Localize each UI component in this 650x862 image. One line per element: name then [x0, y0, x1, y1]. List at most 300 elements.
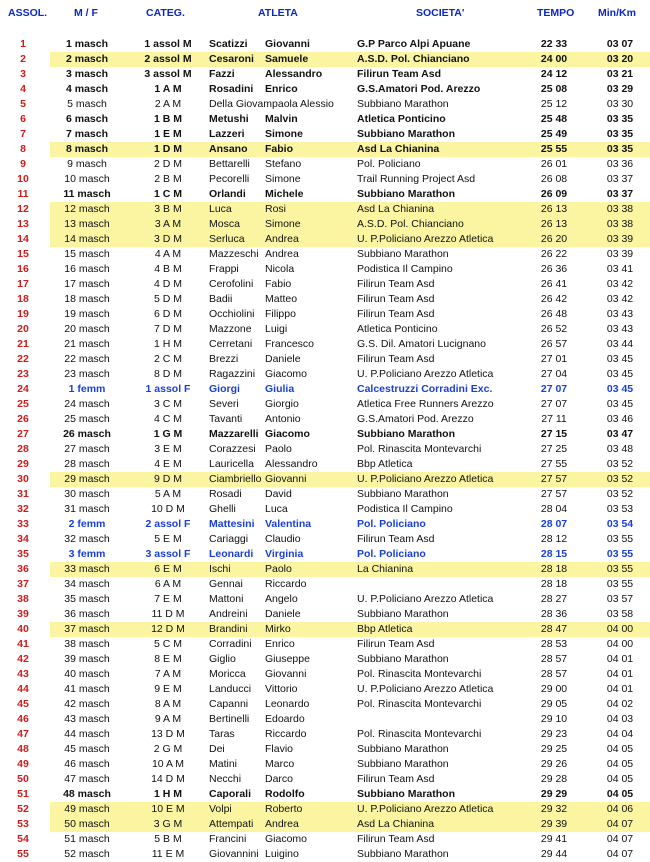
header-category: CATEG. [146, 7, 185, 19]
pace-per-km: 03 55 [606, 578, 634, 590]
pace-per-km: 04 05 [606, 758, 634, 770]
overall-position: 32 [17, 503, 29, 515]
athlete-last-name: Taras [209, 728, 235, 740]
gender-rank: 52 masch [64, 848, 110, 860]
pace-per-km: 03 35 [606, 128, 634, 140]
overall-position: 33 [17, 518, 29, 530]
overall-position: 1 [20, 38, 26, 50]
club-name: La Chianina [357, 563, 414, 575]
gender-rank: 24 masch [64, 398, 110, 410]
athlete-last-name: Ciambriello [209, 473, 262, 485]
gender-rank: 21 masch [64, 338, 110, 350]
club-name: Bbp Atletica [357, 623, 413, 635]
gender-rank: 39 masch [64, 653, 110, 665]
table-row [0, 667, 650, 682]
category-rank: 3 A M [154, 218, 182, 230]
club-name: Subbiano Marathon [357, 428, 455, 440]
header-time: TEMPO [537, 7, 575, 19]
category-rank: 10 A M [151, 758, 185, 770]
table-row [0, 277, 650, 292]
table-row [0, 247, 650, 262]
gender-rank: 28 masch [64, 458, 110, 470]
athlete-first-name: Luigi [265, 323, 288, 335]
pace-per-km: 03 30 [606, 98, 634, 110]
overall-position: 35 [17, 548, 29, 560]
gender-rank: 16 masch [64, 263, 110, 275]
gender-rank: 5 masch [67, 98, 107, 110]
overall-position: 17 [17, 278, 29, 290]
athlete-last-name: Scatizzi [209, 38, 248, 50]
pace-per-km: 03 52 [606, 458, 634, 470]
table-row [0, 832, 650, 847]
club-name: Asd La Chianina [357, 818, 435, 830]
overall-position: 4 [20, 83, 26, 95]
finish-time: 29 10 [540, 713, 568, 725]
athlete-first-name: Giacomo [265, 428, 310, 440]
gender-rank: 13 masch [64, 218, 110, 230]
gender-rank: 25 masch [64, 413, 110, 425]
athlete-first-name: Luca [265, 503, 288, 515]
gender-rank: 6 masch [65, 113, 109, 125]
athlete-last-name: Ragazzini [209, 368, 256, 380]
athlete-last-name: Matini [209, 758, 238, 770]
finish-time: 28 36 [540, 608, 568, 620]
club-name: Asd La Chianina [357, 203, 435, 215]
gender-rank: 26 masch [63, 428, 111, 440]
category-rank: 6 D M [153, 308, 182, 320]
pace-per-km: 03 43 [606, 323, 634, 335]
gender-rank: 33 masch [64, 563, 110, 575]
category-rank: 1 C M [153, 188, 182, 200]
gender-rank: 29 masch [64, 473, 110, 485]
athlete-last-name: Mazzeschi [209, 248, 259, 260]
finish-time: 25 08 [540, 83, 568, 95]
pace-per-km: 03 52 [606, 473, 634, 485]
gender-rank: 45 masch [64, 743, 110, 755]
gender-rank: 17 masch [64, 278, 110, 290]
pace-per-km: 03 35 [606, 113, 634, 125]
category-rank: 4 D M [153, 278, 182, 290]
finish-time: 28 57 [540, 653, 568, 665]
club-name: U. P.Policiano Arezzo Atletica [357, 683, 494, 695]
category-rank: 2 assol M [144, 53, 192, 65]
club-name: Podistica Il Campino [357, 503, 453, 515]
gender-rank: 1 femm [68, 383, 106, 395]
athlete-first-name: Malvin [265, 113, 298, 125]
athlete-first-name: Riccardo [265, 578, 307, 590]
category-rank: 6 A M [154, 578, 182, 590]
club-name: Trail Running Project Asd [357, 173, 476, 185]
athlete-last-name: Brandini [209, 623, 248, 635]
pace-per-km: 03 42 [606, 278, 634, 290]
athlete-first-name: Andrea [265, 233, 299, 245]
table-row [0, 157, 650, 172]
club-name: G.S.Amatori Pod. Arezzo [357, 413, 474, 425]
athlete-first-name: Giorgio [265, 398, 299, 410]
athlete-first-name: Enrico [265, 83, 298, 95]
overall-position: 24 [17, 383, 29, 395]
table-row [0, 322, 650, 337]
pace-per-km: 04 07 [606, 818, 634, 830]
athlete-last-name: Badii [209, 293, 233, 305]
pace-per-km: 03 55 [606, 563, 634, 575]
table-row [0, 472, 650, 487]
gender-rank: 37 masch [64, 623, 110, 635]
athlete-first-name: Fabio [265, 278, 292, 290]
header-gender-rank: M / F [74, 7, 98, 19]
club-name: Filirun Team Asd [357, 773, 435, 785]
overall-position: 12 [17, 203, 29, 215]
category-rank: 2 C M [153, 353, 182, 365]
pace-per-km: 03 57 [606, 593, 634, 605]
gender-rank: 34 masch [64, 578, 110, 590]
table-row [0, 562, 650, 577]
table-row [0, 817, 650, 832]
pace-per-km: 04 05 [606, 788, 634, 800]
category-rank: 8 D M [153, 368, 182, 380]
athlete-last-name: Dei [209, 743, 225, 755]
overall-position: 49 [17, 758, 29, 770]
club-name: Subbiano Marathon [357, 848, 449, 860]
category-rank: 7 A M [154, 668, 182, 680]
athlete-last-name: Gennai [209, 578, 243, 590]
finish-time: 27 07 [540, 383, 568, 395]
overall-position: 25 [17, 398, 29, 410]
finish-time: 26 52 [540, 323, 568, 335]
pace-per-km: 03 37 [606, 173, 634, 185]
athlete-first-name: Samuele [265, 53, 309, 65]
athlete-last-name: Mazzone [209, 323, 252, 335]
finish-time: 28 53 [540, 638, 568, 650]
category-rank: 7 E M [154, 593, 182, 605]
table-row [0, 592, 650, 607]
overall-position: 8 [20, 143, 26, 155]
table-row [0, 112, 650, 127]
finish-time: 27 15 [540, 428, 568, 440]
club-name: Filirun Team Asd [357, 353, 435, 365]
category-rank: 1 E M [154, 128, 182, 140]
overall-position: 43 [17, 668, 29, 680]
gender-rank: 10 masch [64, 173, 110, 185]
athlete-last-name: Mosca [209, 218, 240, 230]
category-rank: 2 assol F [145, 518, 191, 530]
category-rank: 3 C M [153, 398, 182, 410]
table-row [0, 517, 650, 532]
athlete-last-name: Corradini [209, 638, 252, 650]
overall-position: 31 [17, 488, 29, 500]
table-row [0, 187, 650, 202]
table-row [0, 127, 650, 142]
finish-time: 28 18 [540, 563, 568, 575]
gender-rank: 36 masch [64, 608, 110, 620]
overall-position: 10 [17, 173, 29, 185]
club-name: Podistica Il Campino [357, 263, 453, 275]
finish-time: 29 25 [540, 743, 568, 755]
athlete-last-name: Luca [209, 203, 232, 215]
pace-per-km: 03 46 [606, 413, 634, 425]
athlete-last-name: Cesaroni [209, 53, 254, 65]
category-rank: 2 A M [154, 98, 182, 110]
athlete-first-name: Rosi [265, 203, 287, 215]
gender-rank: 40 masch [64, 668, 110, 680]
table-row [0, 397, 650, 412]
pace-per-km: 03 54 [606, 518, 634, 530]
club-name: Atletica Free Runners Arezzo [357, 398, 494, 410]
overall-position: 11 [17, 188, 29, 200]
gender-rank: 4 masch [65, 83, 109, 95]
finish-time: 26 22 [540, 248, 568, 260]
gender-rank: 41 masch [64, 683, 110, 695]
gender-rank: 19 masch [64, 308, 110, 320]
club-name: A.S.D. Pol. Chianciano [357, 53, 470, 65]
table-row [0, 67, 650, 82]
overall-position: 26 [17, 413, 29, 425]
overall-position: 14 [17, 233, 29, 245]
finish-time: 28 27 [540, 593, 568, 605]
finish-time: 27 01 [540, 353, 568, 365]
category-rank: 9 D M [153, 473, 182, 485]
club-name: Calcestruzzi Corradini Exc. [357, 383, 493, 395]
overall-position: 15 [17, 248, 29, 260]
athlete-first-name: Giulia [265, 383, 295, 395]
club-name: Subbiano Marathon [357, 128, 455, 140]
athlete-last-name: Cerofolini [209, 278, 254, 290]
table-row [0, 172, 650, 187]
gender-rank: 49 masch [64, 803, 110, 815]
pace-per-km: 04 00 [606, 623, 634, 635]
gender-rank: 27 masch [64, 443, 110, 455]
club-name: U. P.Policiano Arezzo Atletica [357, 368, 494, 380]
gender-rank: 1 masch [65, 38, 109, 50]
overall-position: 47 [17, 728, 29, 740]
athlete-first-name: David [265, 488, 292, 500]
finish-time: 29 00 [540, 683, 568, 695]
pace-per-km: 03 39 [606, 248, 634, 260]
category-rank: 3 assol F [145, 548, 191, 560]
overall-position: 41 [17, 638, 29, 650]
pace-per-km: 04 01 [606, 683, 634, 695]
athlete-last-name: Caporali [209, 788, 252, 800]
gender-rank: 3 femm [68, 548, 106, 560]
athlete-last-name: Moricca [209, 668, 246, 680]
club-name: Filirun Team Asd [357, 533, 435, 545]
athlete-last-name: Severi [209, 398, 239, 410]
athlete-first-name: Edoardo [265, 713, 305, 725]
category-rank: 13 D M [151, 728, 185, 740]
category-rank: 7 D M [153, 323, 182, 335]
club-name: Subbiano Marathon [357, 248, 449, 260]
athlete-last-name: Giovannini [209, 848, 259, 860]
category-rank: 5 E M [154, 533, 182, 545]
table-row [0, 232, 650, 247]
gender-rank: 12 masch [64, 203, 110, 215]
table-row [0, 262, 650, 277]
finish-time: 27 07 [540, 398, 568, 410]
athlete-first-name: Alessandro [265, 68, 323, 80]
category-rank: 4 E M [154, 458, 182, 470]
overall-position: 46 [17, 713, 29, 725]
overall-position: 30 [17, 473, 29, 485]
club-name: Subbiano Marathon [357, 488, 449, 500]
pace-per-km: 04 03 [606, 713, 634, 725]
athlete-first-name: Fabio [265, 143, 293, 155]
athlete-first-name: Enrico [265, 638, 295, 650]
finish-time: 28 07 [540, 518, 568, 530]
gender-rank: 50 masch [64, 818, 110, 830]
athlete-first-name: Andrea [265, 818, 299, 830]
club-name: Bbp Atletica [357, 458, 413, 470]
table-row [0, 292, 650, 307]
category-rank: 12 D M [151, 623, 185, 635]
table-row [0, 697, 650, 712]
pace-per-km: 03 44 [606, 338, 634, 350]
gender-rank: 35 masch [64, 593, 110, 605]
finish-time: 26 01 [540, 158, 568, 170]
finish-time: 22 33 [540, 38, 568, 50]
athlete-first-name: Matteo [265, 293, 298, 305]
table-row [0, 97, 650, 112]
table-row [0, 82, 650, 97]
finish-time: 29 32 [540, 803, 568, 815]
club-name: Pol. Rinascita Montevarchi [357, 728, 482, 740]
athlete-first-name: Giacomo [265, 833, 308, 845]
athlete-last-name: Ansano [209, 143, 248, 155]
category-rank: 10 E M [151, 803, 185, 815]
pace-per-km: 03 07 [606, 38, 634, 50]
athlete-first-name: Daniele [265, 608, 301, 620]
gender-rank: 2 masch [65, 53, 109, 65]
athlete-last-name: Pecorelli [209, 173, 250, 185]
pace-per-km: 04 06 [606, 803, 634, 815]
athlete-last-name: Giorgi [209, 383, 240, 395]
athlete-last-name: Landucci [209, 683, 252, 695]
pace-per-km: 03 21 [606, 68, 634, 80]
gender-rank: 32 masch [64, 533, 110, 545]
pace-per-km: 03 41 [606, 263, 634, 275]
finish-time: 25 49 [540, 128, 568, 140]
overall-position: 16 [17, 263, 29, 275]
category-rank: 4 A M [154, 248, 182, 260]
athlete-last-name: Cariaggi [209, 533, 249, 545]
table-row [0, 742, 650, 757]
athlete-first-name: Valentina [265, 518, 312, 530]
gender-rank: 42 masch [64, 698, 110, 710]
finish-time: 26 09 [540, 188, 568, 200]
athlete-first-name: Flavio [265, 743, 294, 755]
club-name: Subbiano Marathon [357, 653, 449, 665]
finish-time: 29 44 [540, 848, 568, 860]
table-row [0, 352, 650, 367]
overall-position: 45 [17, 698, 29, 710]
table-row [0, 487, 650, 502]
athlete-last-name: Brezzi [209, 353, 239, 365]
overall-position: 27 [17, 428, 29, 440]
overall-position: 36 [17, 563, 29, 575]
overall-position: 5 [20, 98, 26, 110]
club-name: Asd La Chianina [357, 143, 440, 155]
club-name: Pol. Rinascita Montevarchi [357, 443, 482, 455]
pace-per-km: 03 38 [606, 218, 634, 230]
club-name: U. P.Policiano Arezzo Atletica [357, 473, 494, 485]
category-rank: 3 E M [154, 443, 182, 455]
table-row [0, 442, 650, 457]
overall-position: 37 [17, 578, 29, 590]
overall-position: 34 [17, 533, 29, 545]
finish-time: 26 13 [540, 218, 568, 230]
club-name: Subbiano Marathon [357, 743, 449, 755]
pace-per-km: 03 35 [606, 143, 634, 155]
category-rank: 9 E M [154, 683, 182, 695]
category-rank: 3 G M [153, 818, 183, 830]
overall-position: 39 [17, 608, 29, 620]
overall-position: 28 [17, 443, 29, 455]
athlete-last-name: Lazzeri [209, 128, 245, 140]
overall-position: 38 [17, 593, 29, 605]
club-name: Atletica Ponticino [357, 113, 446, 125]
finish-time: 28 15 [540, 548, 568, 560]
athlete-first-name: Giovanni [265, 668, 307, 680]
athlete-last-name: Orlandi [209, 188, 246, 200]
gender-rank: 15 masch [64, 248, 110, 260]
table-row [0, 502, 650, 517]
category-rank: 1 B M [153, 113, 182, 125]
pace-per-km: 03 45 [606, 398, 634, 410]
category-rank: 8 E M [154, 653, 182, 665]
overall-position: 51 [17, 788, 29, 800]
gender-rank: 14 masch [64, 233, 110, 245]
pace-per-km: 03 39 [606, 233, 634, 245]
athlete-last-name: Mattoni [209, 593, 244, 605]
gender-rank: 11 masch [63, 188, 111, 200]
table-row [0, 52, 650, 67]
athlete-first-name: Angelo [265, 593, 298, 605]
gender-rank: 9 masch [67, 158, 107, 170]
overall-position: 6 [20, 113, 26, 125]
club-name: Filirun Team Asd [357, 278, 435, 290]
finish-time: 29 39 [540, 818, 568, 830]
category-rank: 9 A M [154, 713, 182, 725]
athlete-last-name: Lauricella [209, 458, 254, 470]
athlete-first-name: Giuseppe [265, 653, 310, 665]
club-name: G.S. Dil. Amatori Lucignano [357, 338, 486, 350]
finish-time: 27 25 [540, 443, 568, 455]
category-rank: 10 D M [151, 503, 185, 515]
athlete-first-name: Rodolfo [265, 788, 305, 800]
overall-position: 44 [17, 683, 29, 695]
athlete-first-name: Leonardo [265, 698, 310, 710]
athlete-first-name: Michele [265, 188, 304, 200]
club-name: G.S.Amatori Pod. Arezzo [357, 83, 481, 95]
pace-per-km: 03 45 [606, 368, 634, 380]
category-rank: 8 A M [154, 698, 182, 710]
athlete-first-name: Simone [265, 128, 303, 140]
table-row [0, 307, 650, 322]
pace-per-km: 03 45 [606, 383, 634, 395]
club-name: U. P.Policiano Arezzo Atletica [357, 803, 494, 815]
table-row [0, 787, 650, 802]
finish-time: 26 08 [540, 173, 568, 185]
finish-time: 25 48 [540, 113, 568, 125]
pace-per-km: 03 20 [606, 53, 634, 65]
athlete-first-name: Simone [265, 218, 301, 230]
table-row [0, 37, 650, 52]
pace-per-km: 03 53 [606, 503, 634, 515]
finish-time: 26 48 [540, 308, 568, 320]
finish-time: 28 12 [540, 533, 568, 545]
table-row [0, 727, 650, 742]
finish-time: 28 47 [540, 623, 568, 635]
category-rank: 5 D M [153, 293, 182, 305]
